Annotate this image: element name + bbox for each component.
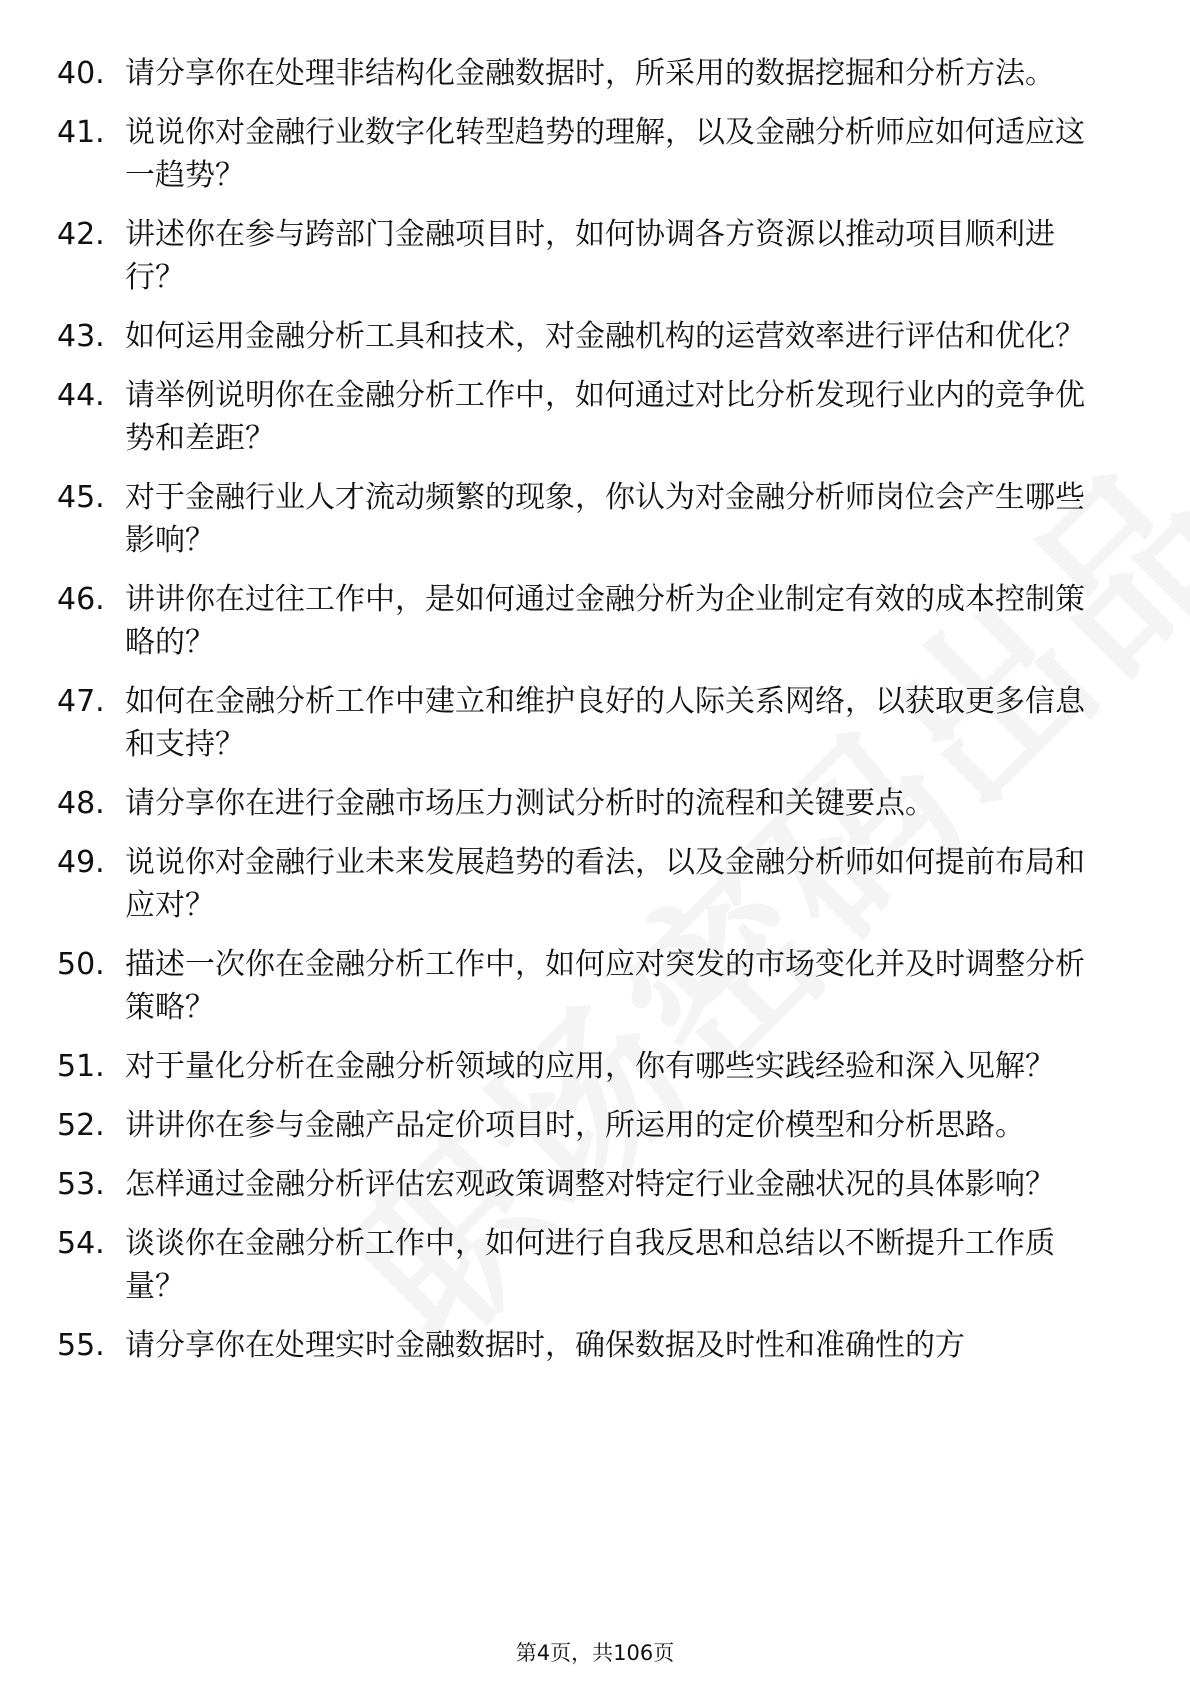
question-number: 43. <box>57 319 105 354</box>
question-text: 谈谈你在金融分析工作中，如何进行自我反思和总结以不断提升工作质量？ <box>125 1226 1055 1304</box>
question-number: 52. <box>57 1108 105 1143</box>
question-text: 说说你对金融行业数字化转型趋势的理解，以及金融分析师应如何适应这一趋势？ <box>125 115 1085 193</box>
question-text: 如何在金融分析工作中建立和维护良好的人际关系网络，以获取更多信息和支持？ <box>125 684 1085 762</box>
list-item <box>57 111 1107 197</box>
question-number: 41. <box>57 115 105 150</box>
question-number: 51. <box>57 1049 105 1084</box>
list-item <box>57 1222 1107 1308</box>
list-item <box>57 680 1107 766</box>
list-item <box>57 374 1107 460</box>
question-number: 50. <box>57 947 105 982</box>
list-item <box>57 578 1107 664</box>
question-number: 44. <box>57 378 105 413</box>
question-number: 54. <box>57 1226 105 1261</box>
question-text: 请分享你在处理非结构化金融数据时，所采用的数据挖掘和分析方法。 <box>125 56 1055 91</box>
list-item <box>57 52 1107 95</box>
list-item <box>57 841 1107 927</box>
question-text: 讲讲你在过往工作中，是如何通过金融分析为企业制定有效的成本控制策略的？ <box>125 582 1085 660</box>
question-number: 42. <box>57 217 105 252</box>
question-text: 描述一次你在金融分析工作中，如何应对突发的市场变化并及时调整分析策略？ <box>125 947 1085 1025</box>
question-number: 48. <box>57 786 105 821</box>
question-text: 对于量化分析在金融分析领域的应用，你有哪些实践经验和深入见解？ <box>125 1049 1055 1084</box>
list-item <box>57 782 1107 825</box>
page-number: 第4页，共106页 <box>515 1641 675 1665</box>
list-item <box>57 1324 1107 1367</box>
question-text: 请举例说明你在金融分析工作中，如何通过对比分析发现行业内的竞争优势和差距？ <box>125 378 1085 456</box>
question-number: 47. <box>57 684 105 719</box>
question-text: 讲讲你在参与金融产品定价项目时，所运用的定价模型和分析思路。 <box>125 1108 1025 1143</box>
question-text: 对于金融行业人才流动频繁的现象，你认为对金融分析师岗位会产生哪些影响？ <box>125 480 1085 558</box>
list-item <box>57 943 1107 1029</box>
list-item <box>57 1163 1107 1206</box>
question-text: 说说你对金融行业未来发展趋势的看法，以及金融分析师如何提前布局和应对？ <box>125 845 1085 923</box>
question-number: 49. <box>57 845 105 880</box>
question-text: 如何运用金融分析工具和技术，对金融机构的运营效率进行评估和优化？ <box>125 319 1085 354</box>
question-number: 46. <box>57 582 105 617</box>
question-text: 请分享你在进行金融市场压力测试分析时的流程和关键要点。 <box>125 786 935 821</box>
question-number: 53. <box>57 1167 105 1202</box>
question-number: 55. <box>57 1328 105 1363</box>
question-number: 45. <box>57 480 105 515</box>
question-text: 怎样通过金融分析评估宏观政策调整对特定行业金融状况的具体影响？ <box>125 1167 1055 1202</box>
list-item <box>57 315 1107 358</box>
question-number: 40. <box>57 56 105 91</box>
question-text: 请分享你在处理实时金融数据时，确保数据及时性和准确性的方 <box>125 1328 965 1363</box>
question-text: 讲述你在参与跨部门金融项目时，如何协调各方资源以推动项目顺利进行？ <box>125 217 1055 295</box>
list-item <box>57 1104 1107 1147</box>
question-list <box>57 52 1107 1383</box>
list-item <box>57 476 1107 562</box>
list-item <box>57 213 1107 299</box>
list-item <box>57 1045 1107 1088</box>
